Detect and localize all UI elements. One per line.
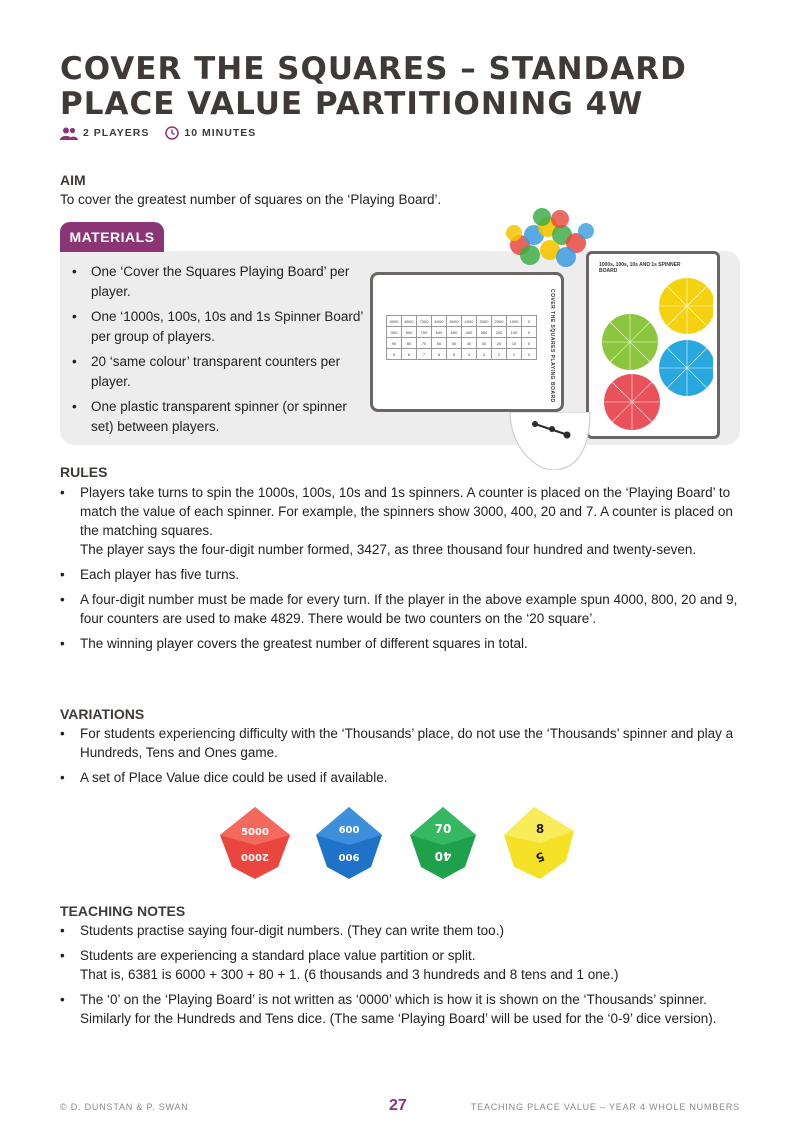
table-row	[387, 327, 537, 338]
variations-heading: VARIATIONS	[60, 706, 145, 722]
list-item: • For students experiencing difficulty with the ‘Thousands’ place, do not use the ‘Thousands’ spinner and play a Hundreds, Tens and Ones game.	[60, 724, 750, 762]
players-icon	[60, 127, 78, 140]
board-cell: 10	[507, 338, 522, 349]
playing-board-image	[370, 272, 564, 412]
rule-text: Players take turns to spin the 1000s, 100s, 10s and 1s spinners. A counter is placed on the ‘Playing Board’ to match the value of each spinner. For example, the spinners show 3000, 400, 20 and 7. A counter is placed on the matching squares.	[80, 485, 733, 538]
rules-heading: RULES	[60, 464, 108, 480]
table-row	[387, 316, 537, 327]
dice-row	[218, 805, 578, 883]
board-cell: 400	[462, 327, 477, 338]
page-number: 27	[389, 1097, 407, 1114]
board-cell: 30	[477, 338, 492, 349]
board-cell: 2	[492, 349, 507, 360]
yellow-dice-icon	[500, 805, 576, 881]
note-text: Students are experiencing a standard place value partition or split.	[80, 948, 476, 963]
board-cell: 800	[402, 327, 417, 338]
board-cell: 0	[522, 316, 537, 327]
list-item: • 20 ‘same colour’ transparent counters per player.	[72, 352, 372, 391]
board-cell: 8000	[402, 316, 417, 327]
die-bottom-label: 900	[338, 851, 360, 862]
clock-icon	[165, 126, 179, 140]
board-cell: 3	[477, 349, 492, 360]
board-cell: 600	[432, 327, 447, 338]
players-label: 2 PLAYERS	[83, 127, 150, 139]
die-bottom-label: 5	[533, 848, 547, 866]
list-item: • One plastic transparent spinner (or spinner set) between players.	[72, 397, 372, 436]
list-item: • Each player has five turns.	[60, 565, 750, 584]
list-item: • One ‘Cover the Squares Playing Board’ per player.	[72, 262, 372, 301]
transparent-spinner-image	[505, 412, 595, 470]
board-cell: 8	[402, 349, 417, 360]
board-cell: 80	[402, 338, 417, 349]
board-cell: 9000	[387, 316, 402, 327]
counters-image	[500, 205, 600, 275]
time-info	[165, 126, 256, 140]
board-cell: 40	[462, 338, 477, 349]
board-cell: 700	[417, 327, 432, 338]
list-item	[60, 483, 750, 559]
die-bottom-label: 40	[434, 849, 452, 863]
board-cell: 90	[387, 338, 402, 349]
players-info	[60, 127, 149, 140]
board-cell: 5	[447, 349, 462, 360]
materials-list	[72, 262, 372, 442]
list-item: • The ‘0’ on the ‘Playing Board’ is not written as ‘0000’ which is how it is shown on the ‘Thousands’ spinner. Similarly for the Hundreds and Tens dice. (The same ‘Playing Board’ will be used for the ‘0-9’ dice version).	[60, 990, 750, 1028]
board-cell: 3000	[477, 316, 492, 327]
board-cell: 50	[447, 338, 462, 349]
list-item: • A four-digit number must be made for every turn. If the player in the above example spun 4000, 800, 20 and 9, four counters are used to make 4829. There would be two counters on the ‘20 square’.	[60, 590, 750, 628]
board-cell: 1	[507, 349, 522, 360]
note-subtext: That is, 6381 is 6000 + 300 + 80 + 1. (6 thousands and 3 hundreds and 8 tens and 1 one.)	[80, 967, 619, 982]
board-cell: 200	[492, 327, 507, 338]
board-cell: 300	[477, 327, 492, 338]
board-cell: 7000	[417, 316, 432, 327]
list-item: • Students practise saying four-digit numbers. (They can write them too.)	[60, 921, 750, 940]
spinner-board-image	[586, 251, 720, 439]
spinner-wheels-icon	[597, 274, 713, 434]
die-top-label: 600	[338, 825, 360, 836]
list-item: • The winning player covers the greatest number of different squares in total.	[60, 634, 750, 653]
board-cell: 4000	[462, 316, 477, 327]
spinner-board-title: 1000s, 100s, 10s AND 1s SPINNER BOARD	[599, 262, 681, 274]
blue-dice-icon	[314, 805, 384, 881]
board-cell: 100	[507, 327, 522, 338]
aim-text: To cover the greatest number of squares on the ‘Playing Board’.	[60, 192, 442, 207]
variations-list	[60, 724, 750, 793]
list-item: • A set of Place Value dice could be used if available.	[60, 768, 750, 787]
minutes-label: 10 MINUTES	[184, 127, 257, 139]
table-row	[387, 338, 537, 349]
board-cell: 20	[492, 338, 507, 349]
rule-subtext: The player says the four-digit number formed, 3427, as three thousand four hundred and twenty-seven.	[80, 542, 697, 557]
page-title: COVER THE SQUARES – STANDARD PLACE VALUE PARTITIONING 4W	[60, 51, 687, 122]
board-cell: 900	[387, 327, 402, 338]
red-dice-icon	[218, 805, 292, 881]
board-cell: 500	[447, 327, 462, 338]
die-top-label: 70	[434, 822, 452, 836]
board-cell: 60	[432, 338, 447, 349]
green-dice-icon	[408, 805, 478, 881]
teaching-notes-heading: TEACHING NOTES	[60, 903, 186, 919]
board-cell: 9	[387, 349, 402, 360]
board-grid	[386, 315, 537, 360]
board-cell: 6000	[432, 316, 447, 327]
table-row	[387, 349, 537, 360]
die-top-label: 8	[535, 822, 545, 836]
die-top-label: 5000	[241, 827, 269, 838]
materials-tab: MATERIALS	[60, 222, 164, 252]
board-cell: 4	[462, 349, 477, 360]
board-cell: 6	[432, 349, 447, 360]
footer-book-title: TEACHING PLACE VALUE – YEAR 4 WHOLE NUMBERS	[470, 1102, 740, 1112]
board-cell: 70	[417, 338, 432, 349]
board-cell: 1000	[507, 316, 522, 327]
teaching-notes-list	[60, 921, 750, 1034]
list-item: • One ‘1000s, 100s, 10s and 1s Spinner Board’ per group of players.	[72, 307, 372, 346]
board-cell: 2000	[492, 316, 507, 327]
activity-meta	[60, 126, 256, 140]
board-cell: 7	[417, 349, 432, 360]
board-cell: 0	[522, 327, 537, 338]
footer-copyright: © D. DUNSTAN & P. SWAN	[60, 1102, 189, 1112]
board-cell: 0	[522, 349, 537, 360]
board-cell: 5000	[447, 316, 462, 327]
die-bottom-label: 2000	[241, 851, 269, 862]
list-item	[60, 946, 750, 984]
rules-list	[60, 483, 750, 659]
board-title: COVER THE SQUARES PLAYING BOARD	[549, 289, 555, 403]
aim-heading: AIM	[60, 172, 86, 188]
board-cell: 0	[522, 338, 537, 349]
